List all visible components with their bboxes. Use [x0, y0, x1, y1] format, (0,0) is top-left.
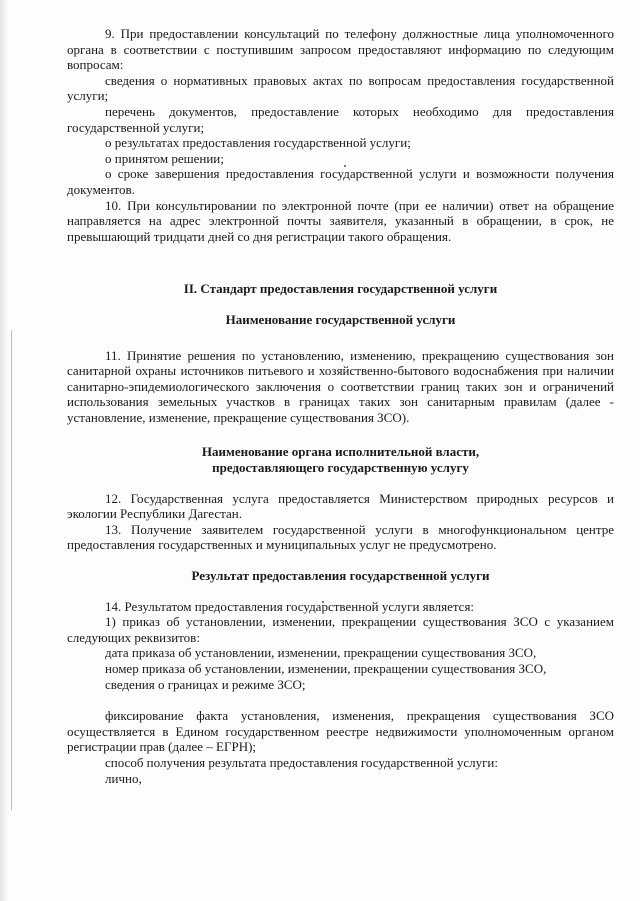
paragraph-11: 11. Принятие решения по установлению, изменению, прекращению существования зон санитарной охраны источников питьевого и хозяйственно-бытового водоснабжения при наличии санитарно-эпидемиологического заключения о соответствии границ таких зон и ограничений использования земельных участков в границах таких зон санитарным правилам (далее - установление, изменение, прекращение существования ЗСО).: [67, 347, 614, 425]
subsection-title-naming: Наименование государственной услуги: [225, 311, 456, 327]
paragraph-method: способ получения результата предоставления государственной услуги:: [105, 754, 498, 770]
document-body: [67, 26, 614, 786]
paragraph-9: 9. При предоставлении консультаций по телефону должностные лица уполномоченного органа в соответствии с поступившим запросом предоставляют информацию по следующим вопросам:: [67, 26, 614, 73]
paragraph-fixation: фиксирование факта установления, изменения, прекращения существования ЗСО осуществляется в Едином государственном реестре недвижимости уполномоченным органом регистрации прав (далее – ЕГРН);: [67, 708, 614, 755]
paragraph-14-item-1: 1) приказ об установлении, изменении, прекращении существования ЗСО с указанием следующих реквизитов:: [67, 614, 614, 645]
org-title-line-2: предоставляющего государственную услугу: [212, 460, 469, 476]
subsection-title-result: Результат предоставления государственной услуги: [191, 568, 490, 584]
list-item-documents: перечень документов, предоставление которых необходимо для предоставления государственной услуги;: [67, 103, 614, 135]
requisite-date: дата приказа об установлении, изменении, прекращении существования ЗСО,: [105, 645, 537, 661]
paragraph-10: 10. При консультировании по электронной почте (при ее наличии) ответ на обращение направляется на адрес электронной почты заявителя, указанный в обращении, в срок, не превышающий тридцати дней со дня регистрации такого обращения.: [67, 197, 614, 244]
scan-shadow: [0, 0, 9, 901]
scan-artifact-line: [11, 330, 12, 810]
paragraph-personally: лично,: [105, 770, 142, 786]
list-item-normative-acts: сведения о нормативных правовых актах по вопросам предоставления государственной услуги;: [67, 72, 614, 104]
requisite-borders: сведения о границах и режиме ЗСО;: [105, 676, 306, 692]
list-item-deadline: о сроке завершения предоставления государственной услуги и возможности получения документов.: [67, 166, 614, 197]
list-item-results: о результатах предоставления государственной услуги;: [105, 135, 411, 151]
paragraph-13: 13. Получение заявителем государственной услуги в многофункциональном центре предоставления государственных и муниципальных услуг не предусмотрено.: [67, 521, 614, 553]
paragraph-14: 14. Результатом предоставления государственной услуги является:: [105, 598, 475, 614]
subsection-title-org: [67, 444, 614, 475]
list-item-decision: о принятом решении;: [105, 150, 224, 166]
section-title: II. Стандарт предоставления государственной услуги: [183, 281, 498, 297]
paragraph-12: 12. Государственная услуга предоставляется Министерством природных ресурсов и экологии Республики Дагестан.: [67, 490, 614, 522]
org-title-line-1: Наименование органа исполнительной власти,: [201, 444, 480, 460]
requisite-number: номер приказа об установлении, изменении, прекращении существования ЗСО,: [105, 661, 547, 676]
